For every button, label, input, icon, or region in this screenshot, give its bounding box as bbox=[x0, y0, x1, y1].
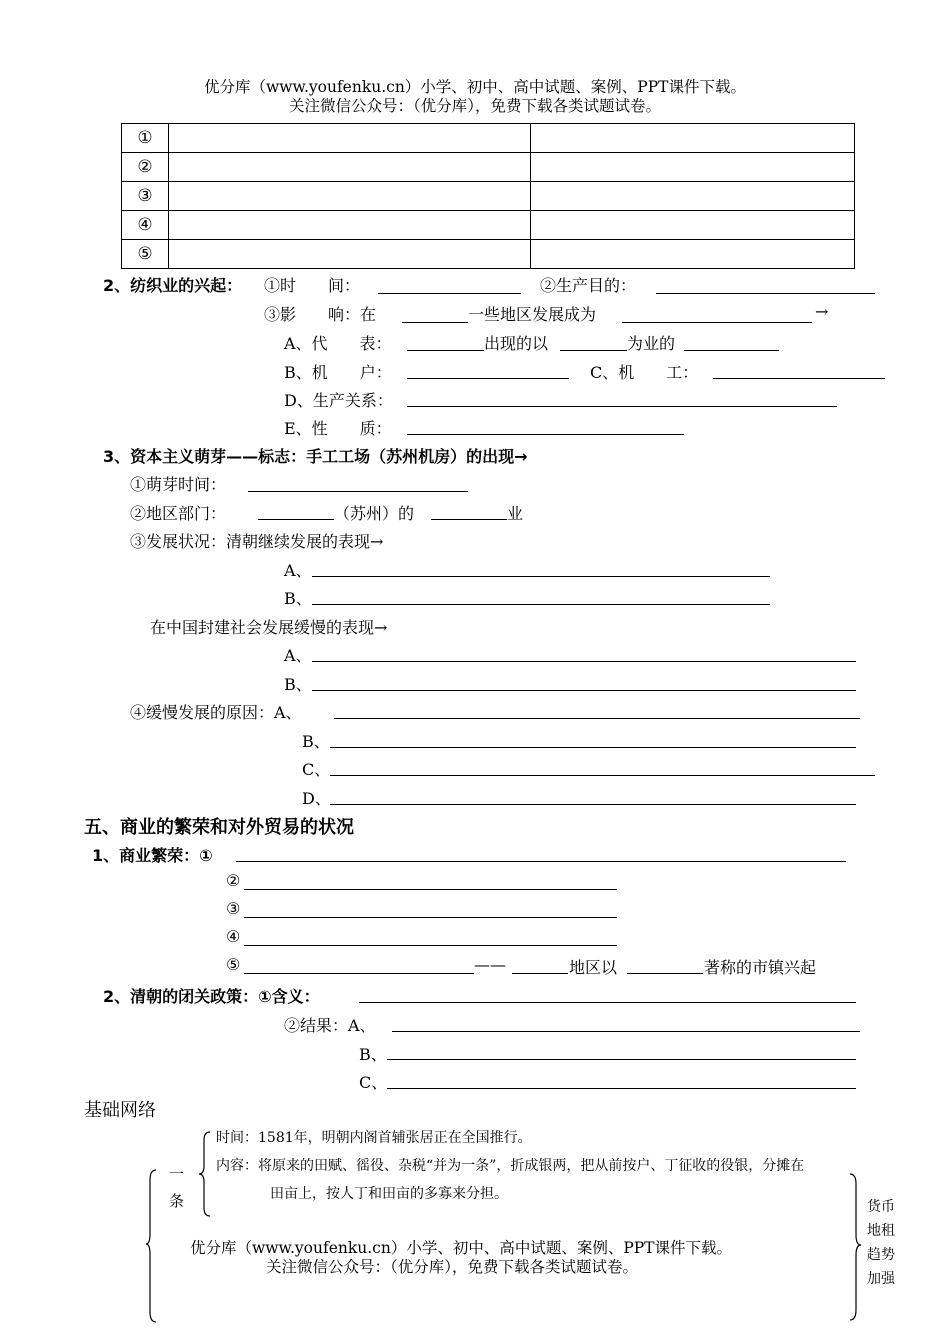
blank-line[interactable] bbox=[622, 322, 812, 323]
row-number: ② bbox=[122, 153, 169, 182]
table-cell bbox=[169, 153, 531, 182]
sprouts-region-label: ②地区部门： bbox=[130, 504, 227, 523]
blank-line[interactable] bbox=[684, 350, 779, 351]
sprouts-slow-label: 在中国封建社会发展缓慢的表现→ bbox=[150, 618, 388, 637]
sprouts-reasons-label: ④缓慢发展的原因：A、 bbox=[130, 703, 302, 722]
sprouts-status-label: ③发展状况：清朝继续发展的表现→ bbox=[130, 532, 384, 551]
network-vertical-2: 条 bbox=[169, 1192, 185, 1210]
table-cell bbox=[169, 182, 531, 211]
blank-line[interactable] bbox=[407, 406, 837, 407]
table-cell bbox=[531, 211, 855, 240]
sprouts-status-a: A、 bbox=[284, 561, 312, 580]
table-cell bbox=[531, 124, 855, 153]
blank-line[interactable] bbox=[236, 861, 846, 862]
footer-line-2: 关注微信公众号：（优分库），免费下载各类试题试卷。 bbox=[266, 1258, 639, 1276]
row-number: ③ bbox=[122, 182, 169, 211]
table-cell bbox=[531, 240, 855, 269]
blank-line[interactable] bbox=[431, 519, 507, 520]
blank-line[interactable] bbox=[656, 293, 875, 294]
textile-label: 2、纺织业的兴起： bbox=[103, 276, 243, 295]
table-cell bbox=[531, 153, 855, 182]
commerce-item-5-text: 地区以 bbox=[569, 958, 618, 977]
textile-nature-label: E、性 质： bbox=[284, 419, 392, 438]
footer-line-1: 优分库（www.youfenku.cn）小学、初中、高中试题、案例、PPT课件下载。 bbox=[190, 1239, 733, 1257]
table-cell bbox=[169, 124, 531, 153]
blank-line[interactable] bbox=[312, 690, 856, 691]
blank-line[interactable] bbox=[392, 1031, 860, 1032]
textile-households-label: B、机 户： bbox=[284, 363, 392, 382]
textile-rep-text-2: 为业的 bbox=[627, 334, 676, 353]
header-line-2: 关注微信公众号：（优分库），免费下载各类试题试卷。 bbox=[288, 97, 661, 115]
blank-line[interactable] bbox=[330, 804, 856, 805]
sprouts-reasons-b: B、 bbox=[302, 732, 330, 751]
textile-workers-label: C、机 工： bbox=[590, 363, 699, 382]
closed-result-label: ②结果：A、 bbox=[284, 1016, 376, 1035]
textile-impact-label: ③影 响：在 bbox=[264, 305, 377, 324]
sprouts-region-text-2: 业 bbox=[507, 504, 524, 523]
commerce-item-5: ⑤ bbox=[226, 955, 241, 974]
blank-line[interactable] bbox=[244, 889, 617, 890]
blank-line[interactable] bbox=[330, 775, 875, 776]
blank-line[interactable] bbox=[512, 973, 568, 974]
row-number: ⑤ bbox=[122, 240, 169, 269]
commerce-item-2: ② bbox=[226, 871, 241, 890]
sprouts-reasons-c: C、 bbox=[302, 760, 331, 779]
commerce-label: 1、商业繁荣：① bbox=[92, 846, 213, 865]
blank-line[interactable] bbox=[334, 718, 860, 719]
blank-line[interactable] bbox=[244, 973, 474, 974]
outer-brace-icon bbox=[145, 1168, 157, 1324]
textile-impact-text: 一些地区发展成为 bbox=[468, 305, 597, 324]
textile-relations-label: D、生产关系： bbox=[284, 391, 393, 410]
blank-line[interactable] bbox=[359, 1002, 856, 1003]
closed-result-c: C、 bbox=[359, 1073, 388, 1092]
blank-line[interactable] bbox=[312, 604, 770, 605]
closed-result-b: B、 bbox=[359, 1045, 387, 1064]
blank-line[interactable] bbox=[244, 917, 617, 918]
blank-line[interactable] bbox=[378, 293, 521, 294]
sprouts-reasons-d: D、 bbox=[302, 789, 331, 808]
closed-policy-label: 2、清朝的闭关政策：①含义： bbox=[103, 987, 320, 1006]
header-line-1: 优分库（www.youfenku.cn）小学、初中、高中试题、案例、PPT课件下载。 bbox=[203, 78, 747, 96]
network-time: 时间：1581年，明朝内阁首辅张居正在全国推行。 bbox=[216, 1130, 532, 1146]
blank-line[interactable] bbox=[713, 378, 885, 379]
network-side-2: 地租 bbox=[867, 1223, 895, 1239]
network-side-1: 货币 bbox=[867, 1199, 895, 1215]
blank-line[interactable] bbox=[387, 1059, 856, 1060]
textile-rep-text: 出现的以 bbox=[484, 334, 549, 353]
blank-line[interactable] bbox=[407, 378, 569, 379]
network-vertical-1: 一 bbox=[169, 1165, 185, 1183]
commerce-item-3: ③ bbox=[226, 899, 241, 918]
table-row bbox=[122, 240, 855, 269]
blank-line[interactable] bbox=[560, 350, 627, 351]
blank-line[interactable] bbox=[330, 747, 856, 748]
row-number: ① bbox=[122, 124, 169, 153]
commerce-item-4: ④ bbox=[226, 927, 241, 946]
sprouts-status-b: B、 bbox=[284, 589, 312, 608]
blank-line[interactable] bbox=[312, 661, 856, 662]
commerce-item-5-dash: —— bbox=[474, 955, 506, 974]
blank-line[interactable] bbox=[627, 973, 703, 974]
network-side-4: 加强 bbox=[867, 1271, 895, 1287]
textile-purpose-label: ②生产目的： bbox=[540, 276, 637, 295]
blank-line[interactable] bbox=[387, 1088, 856, 1089]
textile-time-label: ①时 间： bbox=[264, 276, 361, 295]
textile-rep-label: A、代 表： bbox=[284, 334, 392, 353]
arrow-icon: → bbox=[815, 302, 829, 321]
sprouts-slow-a: A、 bbox=[284, 646, 312, 665]
blank-line[interactable] bbox=[244, 945, 617, 946]
network-content-2: 田亩上，按人丁和田亩的多寡来分担。 bbox=[270, 1186, 508, 1202]
sprouts-label: 3、资本主义萌芽——标志：手工工场（苏州机房）的出现→ bbox=[103, 447, 528, 466]
commerce-title: 五、商业的繁荣和对外贸易的状况 bbox=[84, 817, 354, 838]
blank-line[interactable] bbox=[407, 434, 684, 435]
table-cell bbox=[169, 240, 531, 269]
blank-line[interactable] bbox=[258, 519, 334, 520]
row-number: ④ bbox=[122, 211, 169, 240]
network-title: 基础网络 bbox=[84, 1100, 156, 1121]
answer-table bbox=[121, 123, 855, 269]
network-content-1: 内容：将原来的田赋、徭役、杂税“并为一条”，折成银两，把从前按户、丁征收的役银，分摊在 bbox=[216, 1158, 805, 1174]
left-brace-icon bbox=[198, 1130, 212, 1218]
table-cell bbox=[531, 182, 855, 211]
network-side-3: 趋势 bbox=[867, 1247, 895, 1263]
sprouts-time-label: ①萌芽时间： bbox=[130, 475, 227, 494]
blank-line[interactable] bbox=[312, 576, 770, 577]
blank-line[interactable] bbox=[402, 322, 468, 323]
table-cell bbox=[169, 211, 531, 240]
table-row bbox=[122, 211, 855, 240]
table-row bbox=[122, 153, 855, 182]
table-row bbox=[122, 182, 855, 211]
right-brace-icon bbox=[848, 1172, 862, 1322]
blank-line[interactable] bbox=[248, 491, 468, 492]
commerce-item-5-text-2: 著称的市镇兴起 bbox=[704, 958, 817, 977]
sprouts-region-text: （苏州）的 bbox=[334, 504, 415, 523]
sprouts-slow-b: B、 bbox=[284, 675, 312, 694]
table-row bbox=[122, 124, 855, 153]
blank-line[interactable] bbox=[407, 350, 484, 351]
